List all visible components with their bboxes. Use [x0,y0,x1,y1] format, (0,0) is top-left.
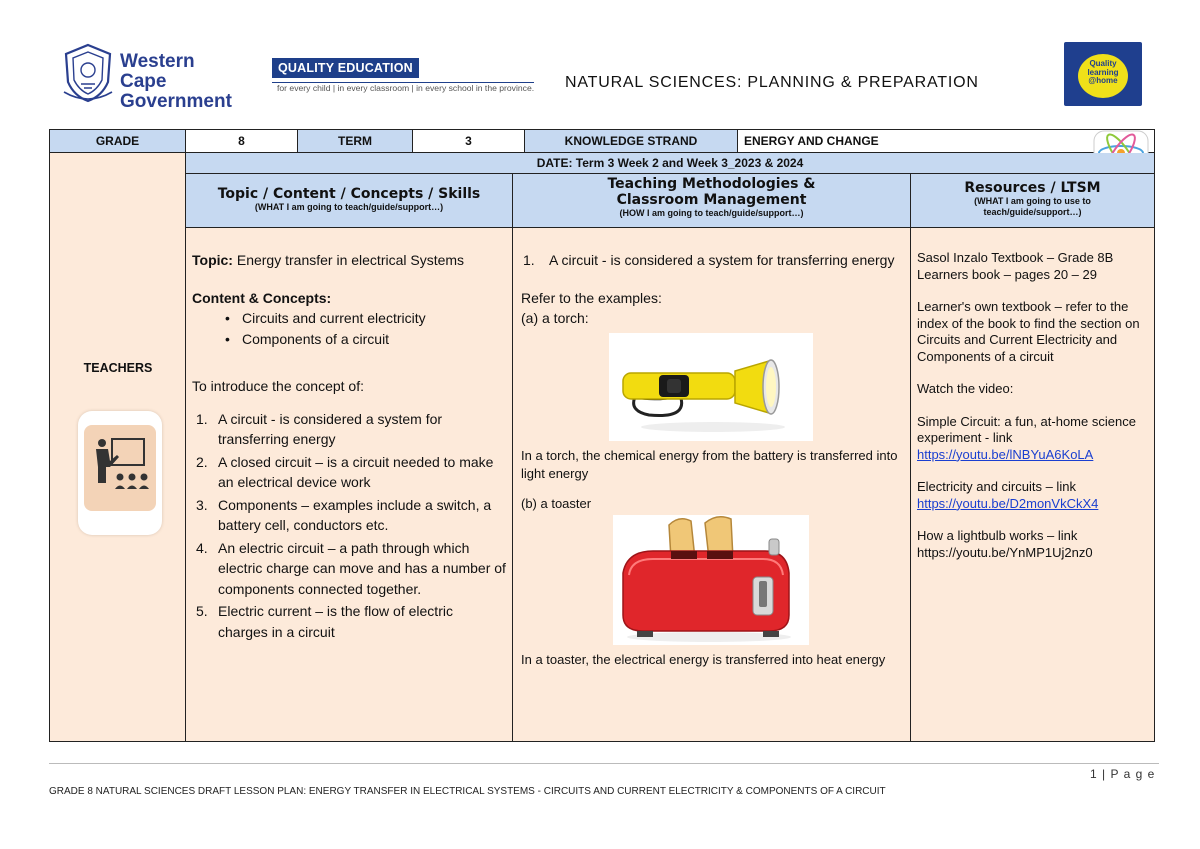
video-link-1[interactable]: https://youtu.be/lNBYuA6KoLA [917,446,1094,462]
date-row: DATE: Term 3 Week 2 and Week 3_2023 & 2024 [186,153,1154,174]
method-header-sub: (HOW I am going to teach/guide/support…) [619,208,804,218]
footer-divider [49,763,1159,764]
video-link-2[interactable]: https://youtu.be/D2monVkCkX4 [917,495,1099,511]
resources-header-sub2: teach/guide/support…) [983,207,1082,217]
resources-header-title: Resources / LTSM [964,180,1101,196]
concept-item: 5. Electric current – is the flow of electric charges in a circuit [196,603,453,640]
concept-item: 4. An electric circuit – a path through which electric charge can move and has a number of components connected together. [196,539,506,597]
strand-value: ENERGY AND CHANGE [738,130,1154,153]
resource-item: How a lightbulb works – link [917,528,1078,543]
concept-bullet: • Circuits and current electricity [192,308,506,329]
org-name-line2: Government [120,91,232,112]
intro-text: To introduce the concept of: [192,378,364,394]
resource-item: Sasol Inzalo Textbook – Grade 8B [917,250,1114,265]
resources-column-body [911,228,1154,741]
teacher-icon-frame [78,411,162,535]
content-concepts-label: Content & Concepts: [192,289,332,306]
refer-text: Refer to the examples: [521,289,662,306]
topic-column-body [186,228,513,741]
role-column [50,153,186,741]
topic-header-sub: (WHAT I am going to teach/guide/support…) [254,202,444,212]
video-link-3: https://youtu.be/YnMP1Uj2nz0 [917,544,1093,560]
toaster-image [613,515,809,645]
term-label: TERM [298,130,413,153]
topic-line [192,250,506,271]
method-header-title1: Teaching Methodologies & [607,176,816,192]
torch-image [609,333,813,441]
resource-item: Learners book – pages 20 – 29 [917,266,1097,282]
resources-header-sub1: (WHAT I am going to use to [974,196,1091,206]
term-value: 3 [413,130,525,153]
resource-item: Electricity and circuits – link [917,479,1076,494]
method-item: 1. A circuit - is considered a system for transferring energy [523,252,895,268]
lesson-plan-table [49,129,1155,742]
example-b-caption: In a toaster, the electrical energy is transferred into heat energy [521,651,886,667]
concept-bullet: • Components of a circuit [192,329,506,350]
example-b-label: (b) a toaster [521,495,592,511]
resource-item: Learner's own textbook – refer to the index of the book to find the section on Circuits and Current Electricity and Components of a circuit [917,299,1140,364]
concept-item: 3. Components – examples include a switch, a battery cell, conductors etc. [196,496,492,533]
topic-text: Energy transfer in electrical Systems [236,252,465,268]
document-title: NATURAL SCIENCES: PLANNING & PREPARATION [565,74,979,91]
quality-education-tagline: for every child | in every classroom | in every school in the province. [277,83,535,93]
role-label: TEACHERS [83,361,153,375]
topic-header-title: Topic / Content / Concepts / Skills [217,186,481,202]
resource-item: Simple Circuit: a fun, at-home science experiment - link [917,413,1136,445]
wcg-logo [62,42,242,112]
coat-of-arms-icon [62,42,114,104]
example-a-caption: In a torch, the chemical energy from the battery is transferred into light energy [521,447,898,481]
topic-label: Topic: [192,252,233,268]
concept-item: 2. A closed circuit – is a circuit needed to make an electrical device work [196,453,494,490]
org-name-line1: Western Cape [120,51,195,92]
footer-text: GRADE 8 NATURAL SCIENCES DRAFT LESSON PLAN: ENERGY TRANSFER IN ELECTRICAL SYSTEMS - CIRCUITS AND CURRENT ELECTRICITY & COMPONENTS OF A CIRCUIT [49,786,886,797]
ql-text-2: learning [1087,67,1119,77]
quality-education-badge: QUALITY EDUCATION [272,58,419,78]
grade-value: 8 [186,130,298,153]
concept-item: 1. A circuit - is considered a system for transferring energy [196,410,443,447]
resource-item: Watch the video: [917,381,1014,396]
ql-text-3: @home [1088,76,1118,85]
resources-column-header [911,174,1154,228]
grade-label: GRADE [50,130,186,153]
teacher-presentation-icon [84,425,156,511]
method-header-title2: Classroom Management [616,192,807,208]
method-column-body [513,228,911,741]
example-a-label: (a) a torch: [521,310,589,326]
topic-column-header [186,174,513,228]
ql-text-1: Quality [1089,59,1117,68]
quality-learning-logo [1064,42,1142,106]
page-number: 1 | P a g e [1090,767,1156,781]
method-column-header [513,174,911,228]
strand-label: KNOWLEDGE STRAND [525,130,738,153]
